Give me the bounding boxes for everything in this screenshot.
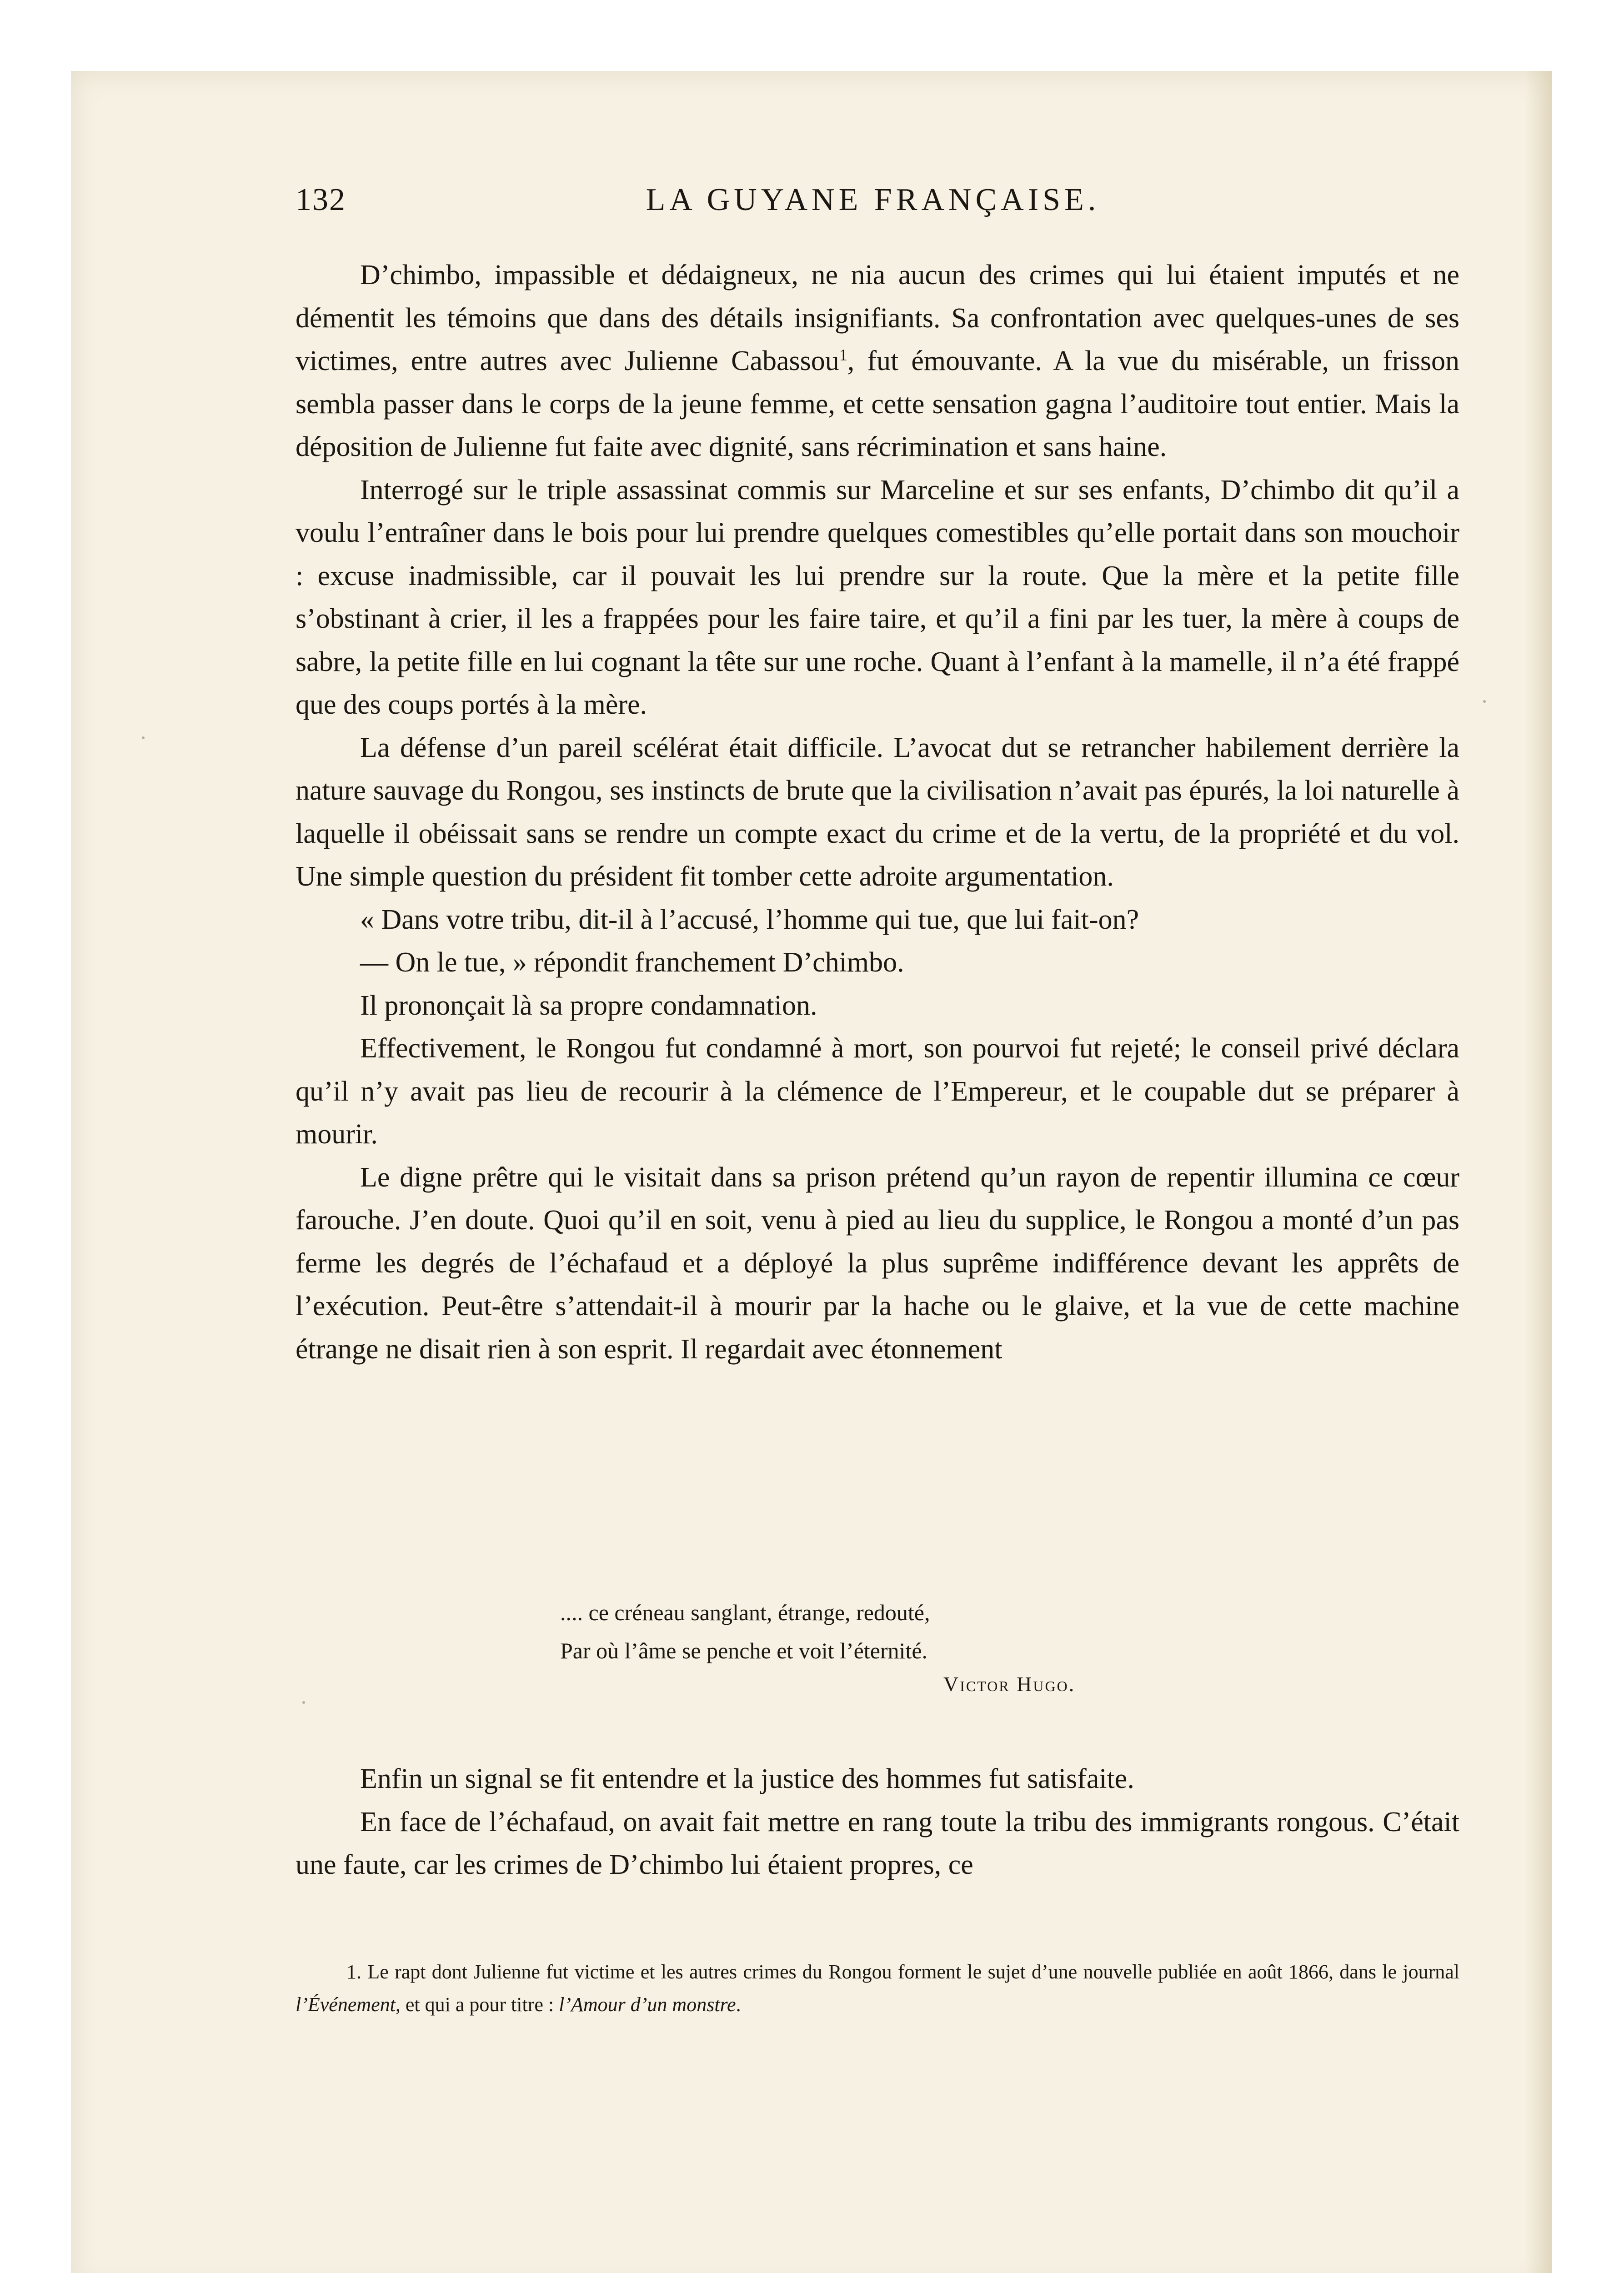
dialogue-question: « Dans votre tribu, dit-il à l’accusé, l’homme qui tue, que lui fait-on? — [360, 904, 1139, 935]
page-header — [296, 182, 1450, 232]
footnote-title: l’Amour d’un monstre — [559, 1993, 736, 2016]
paragraph-1-text-after: , fut émouvante. A la vue du misérable, un frisson sembla passer dans le corps de la jeune femme, et cette sensation gagna l’auditoire tout entier. Mais la déposition de Julienne fut faite avec dignité, sans récrimination et sans haine. — [296, 345, 1459, 462]
running-title: LA GUYANE FRANÇAISE. — [646, 182, 1100, 217]
verse-attribution: Victor Hugo. — [943, 1672, 1076, 1696]
paragraph-1 — [296, 254, 1459, 469]
footnote — [296, 1956, 1459, 2021]
footnote-text: Le rapt dont Julienne fut victime et les autres crimes du Rongou forment le sujet d’une nouvelle publiée en août 1866, dans le journal — [367, 1961, 1460, 1983]
paragraph-signal: Enfin un signal se fit entendre et la justice des hommes fut satisfaite. — [360, 1763, 1134, 1794]
closing-text — [296, 1757, 1459, 1887]
paragraph-2: Interrogé sur le triple assassinat commis sur Marceline et sur ses enfants, D’chimbo dit qu’il a voulu l’entraîner dans le bois pour lui prendre quelques comestibles qu’elle portait dans son mouchoir : excuse inadmissible, car il pouvait les lui prendre sur la route. Que la mère et la petite fille s’obstinant à crier, il les a frappées pour les faire taire, et qu’il a fini par les tuer, la mère à coups de sabre, la petite fille en lui cognant la tête sur une roche. Quant à l’enfant à la mamelle, il n’a été frappé que des coups portés à la mère. — [296, 474, 1459, 720]
footnote-reference: 1 — [839, 345, 847, 364]
verse-line-1: .... ce créneau sanglant, étrange, redouté, — [560, 1600, 930, 1625]
paragraph-3: La défense d’un pareil scélérat était difficile. L’avocat dut se retrancher habilement derrière la nature sauvage du Rongou, ses instincts de brute que la civilisation n’avait pas épurés, la loi naturelle à laquelle il obéissait sans se rendre un compte exact du crime et de la vertu, de la propriété et du vol. Une simple question du président fit tomber cette adroite argumentation. — [296, 732, 1459, 892]
paragraph-1-text: D’chimbo, impassible et dédaigneux, ne nia aucun des crimes qui lui étaient imputés et ne démentit les témoins que dans des détails insignifiants. Sa confrontation avec quelques-unes de ses victimes, entre autres avec Julienne Cabassou — [296, 260, 1459, 376]
paragraph-tribu: En face de l’échafaud, on avait fait mettre en rang toute la tribu des immigrants rongous. C’était une faute, car les crimes de D’chimbo lui étaient propres, ce — [296, 1806, 1459, 1880]
page-edge-shadow — [1525, 71, 1552, 2273]
paper-speck — [1483, 700, 1486, 703]
verse-quotation — [560, 1593, 1106, 1670]
dialogue-answer: — On le tue, » répondit franchement D’chimbo. — [360, 947, 904, 978]
paragraph-verdict: Effectivement, le Rongou fut condamné à mort, son pourvoi fut rejeté; le conseil privé déclara qu’il n’y avait pas lieu de recourir à la clémence de l’Empereur, et le coupable dut se préparer à mourir. — [296, 1033, 1459, 1150]
footnote-body — [296, 1956, 1459, 2021]
footnote-journal: l’Événement — [296, 1993, 396, 2016]
footnote-text-middle: , et qui a pour titre : — [395, 1993, 559, 2016]
paper-speck — [302, 1701, 305, 1704]
verse-line-2: Par où l’âme se penche et voit l’éternité. — [560, 1638, 928, 1663]
body-text — [296, 254, 1459, 1371]
page-number: 132 — [296, 182, 346, 217]
paragraph-condemnation: Il prononçait là sa propre condamnation. — [360, 990, 817, 1021]
footnote-number: 1. — [346, 1961, 361, 1983]
paper-speck — [142, 736, 145, 739]
footnote-text-end: . — [736, 1993, 741, 2016]
paragraph-execution: Le digne prêtre qui le visitait dans sa prison prétend qu’un rayon de repentir illumina ce cœur farouche. J’en doute. Quoi qu’il en soit, venu à pied au lieu du supplice, le Rongou a monté d’un pas ferme les degrés de l’échafaud et a déployé la plus suprême indifférence devant les apprêts de l’exécution. Peut-être s’attendait-il à mourir par la hache ou le glaive, et la vue de cette machine étrange ne disait rien à son esprit. Il regardait avec étonnement — [296, 1162, 1459, 1365]
